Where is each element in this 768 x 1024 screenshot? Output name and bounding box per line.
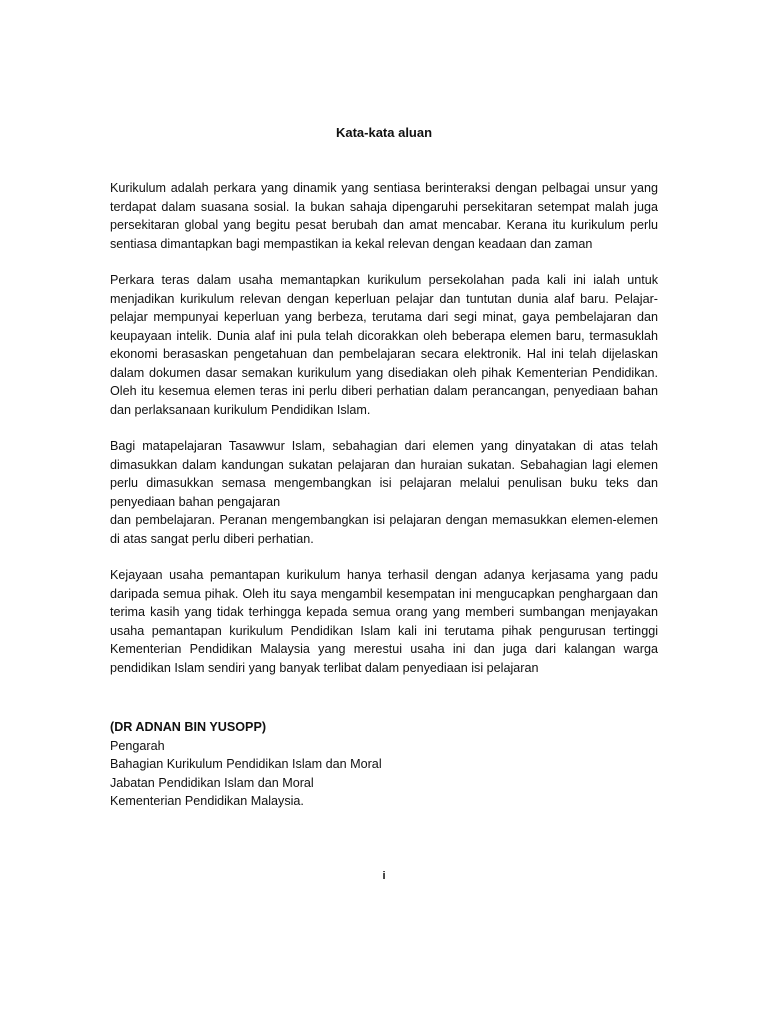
body-text bbox=[110, 179, 658, 695]
signatory-position: Pengarah bbox=[110, 738, 165, 753]
paragraph-4 bbox=[110, 566, 658, 677]
page-number: i bbox=[382, 870, 386, 882]
signatory-unit: Jabatan Pendidikan Islam dan Moral bbox=[110, 775, 314, 790]
paragraph-3-text-part-1: Bagi matapelajaran Tasawwur Islam, sebahagian dari elemen yang dinyatakan di atas telah dimasukkan dalam kandungan sukatan pelajaran dan huraian sukatan. Sebahagian lagi elemen perlu dimasukkan semasa mengembangkan isi pelajaran melalui penulisan buku teks dan penyediaan bahan pengajaran bbox=[110, 439, 658, 509]
signatory-name: (DR ADNAN BIN YUSOPP) bbox=[110, 720, 267, 734]
paragraph-4-text: Kejayaan usaha pemantapan kurikulum hanya terhasil dengan adanya kerjasama yang padu daripada semua pihak. Oleh itu saya mengambil kesempatan ini mengucapkan penghargaan dan terima kasih yang tidak terhingga kepada semua orang yang memberi sumbangan menjayakan usaha pemantapan kurikulum Pendidikan Islam kali ini terutama pihak pengurusan tertinggi Kementerian Pendidikan Malaysia yang merestui usaha ini dan juga dari kalangan warga pendidikan Islam sendiri yang banyak terlibat dalam penyediaan isi pelajaran bbox=[110, 568, 658, 675]
document-page bbox=[110, 0, 658, 1024]
paragraph-1 bbox=[110, 179, 658, 253]
signatory-department: Bahagian Kurikulum Pendidikan Islam dan Moral bbox=[110, 757, 382, 771]
signature-block bbox=[110, 718, 658, 811]
paragraph-2 bbox=[110, 271, 658, 419]
paragraph-2-text: Perkara teras dalam usaha memantapkan kurikulum persekolahan pada kali ini ialah untuk menjadikan kurikulum relevan dengan keperluan pelajar dan tuntutan dunia alaf baru. Pelajar-pelajar mempunyai keperluan yang berbeza, terutama dari segi minat, gaya pembelajaran dan keupayaan intelik. Dunia alaf ini pula telah dicorakkan oleh beberapa elemen baru, termasuklah ekonomi berasaskan pengetahuan dan pembelajaran secara elektronik. Hal ini telah dijelaskan dalam dokumen dasar semakan kurikulum yang disediakan oleh pihak Kementerian Pendidikan. Oleh itu kesemua elemen teras ini perlu diberi perhatian dalam perancangan, penyediaan bahan dan perlaksanaan kurikulum Pendidikan Islam. bbox=[110, 273, 658, 417]
signatory-ministry: Kementerian Pendidikan Malaysia. bbox=[110, 794, 304, 808]
paragraph-3 bbox=[110, 437, 658, 548]
paragraph-3-text-part-2: dan pembelajaran. Peranan mengembangkan isi pelajaran dengan memasukkan elemen-elemen di atas sangat perlu diberi perhatian. bbox=[110, 513, 658, 546]
page-title: Kata-kata aluan bbox=[335, 125, 433, 140]
paragraph-1-text: Kurikulum adalah perkara yang dinamik yang sentiasa berinteraksi dengan pelbagai unsur yang terdapat dalam suasana sosial. Ia bukan sahaja dipengaruhi persekitaran setempat malah juga persekitaran global yang begitu pesat berubah dan amat mencabar. Kerana itu kurikulum perlu sentiasa dimantapkan bagi mempastikan ia kekal relevan dengan keadaan dan zaman bbox=[110, 181, 658, 251]
